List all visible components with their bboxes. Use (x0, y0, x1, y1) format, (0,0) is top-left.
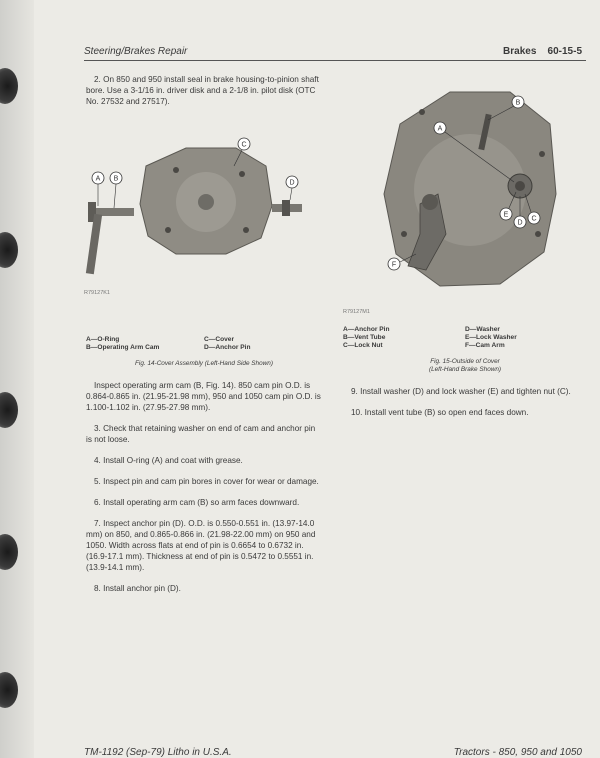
legend-item: B—Vent Tube (343, 334, 386, 341)
left-column (86, 74, 322, 604)
header-rule (84, 60, 586, 61)
binder-margin (0, 0, 34, 758)
legend-item: D—Washer (465, 326, 500, 333)
fig14-spacer (86, 117, 322, 332)
fig15-legend (343, 326, 587, 350)
step-6: 6. Install operating arm cam (B) so arm faces downward. (94, 498, 300, 507)
svg-text:A: A (95, 175, 101, 183)
binder-hole (0, 534, 18, 570)
step-3: 3. Check that retaining washer on end of cam and anchor pin is not loose. (86, 424, 316, 444)
svg-text:B: B (113, 175, 119, 183)
legend-item: D—Anchor Pin (204, 344, 251, 351)
svg-text:E: E (503, 211, 509, 219)
fig15-art-code: R79127M1 (343, 309, 370, 315)
header-page-number: 60-15-5 (547, 46, 582, 57)
binder-hole (0, 672, 18, 708)
footer-left: TM-1192 (Sep-79) Litho in U.S.A. (84, 747, 232, 758)
inspect-paragraph: Inspect operating arm cam (B, Fig. 14). 850 cam pin O.D. is 0.864-0.865 in. (21.95-21.98 mm), 950 and 1050 cam pin O.D. is 1.100-1.102 in. (27.95-27.98 mm). (86, 381, 321, 412)
legend-item: A—Anchor Pin (343, 326, 390, 333)
header-title-page (503, 46, 582, 57)
fig15-illustration (360, 84, 560, 296)
legend-item: C—Cover (204, 336, 235, 343)
step-4: 4. Install O-ring (A) and coat with grease. (94, 456, 243, 465)
header-section: Steering/Brakes Repair (84, 46, 188, 57)
fig14-art-code: R79127K1 (84, 290, 110, 296)
step-2: 2. On 850 and 950 install seal in brake housing-to-pinion shaft bore. Use a 3-1/16 in. driver disk and a 2-1/8 in. pilot disk (OTC No. 27532 and 27517). (86, 75, 319, 106)
legend-item: C—Lock Nut (343, 342, 383, 349)
fig15-caption-line1: Fig. 15-Outside of Cover (430, 358, 500, 365)
legend-item: F—Cam Arm (465, 342, 505, 349)
svg-text:C: C (241, 141, 247, 149)
step-9: 9. Install washer (D) and lock washer (E) and tighten nut (C). (351, 387, 571, 396)
binder-hole (0, 232, 18, 268)
svg-text:A: A (437, 125, 443, 133)
fig14-caption: Fig. 14-Cover Assembly (Left-Hand Side Shown) (135, 360, 273, 367)
header-title: Brakes (503, 46, 537, 57)
fig15-caption-line2: (Left-Hand Brake Shown) (428, 366, 502, 373)
svg-text:B: B (515, 99, 521, 107)
fig14-legend (86, 336, 322, 352)
binder-hole (0, 392, 18, 428)
step-10: 10. Install vent tube (B) so open end faces down. (351, 408, 529, 417)
legend-item: A—O-Ring (86, 336, 120, 343)
svg-text:D: D (289, 179, 295, 187)
right-column (343, 322, 587, 428)
legend-item: E—Lock Washer (465, 334, 517, 341)
step-5: 5. Inspect pin and cam pin bores in cover for wear or damage. (94, 477, 319, 486)
fig15-caption (343, 358, 587, 374)
footer-right: Tractors - 850, 950 and 1050 (453, 747, 582, 758)
svg-text:C: C (531, 215, 537, 223)
svg-text:D: D (517, 219, 523, 227)
step-8: 8. Install anchor pin (D). (94, 584, 181, 593)
svg-text:F: F (391, 261, 397, 269)
legend-item: B—Operating Arm Cam (86, 344, 160, 351)
step-7: 7. Inspect anchor pin (D). O.D. is 0.550-0.551 in. (13.97-14.0 mm) on 850, and 0.865-0.866 in. (21.98-22.00 mm) on 950 and 1050. Width across flats at end of pin is 0.6654 to 0.6732 in. (16.9-17.1 mm). Thickness at end of pin is 0.5472 to 0.5551 in. (13.9-14.1 mm). (86, 519, 316, 572)
binder-hole (0, 68, 18, 104)
